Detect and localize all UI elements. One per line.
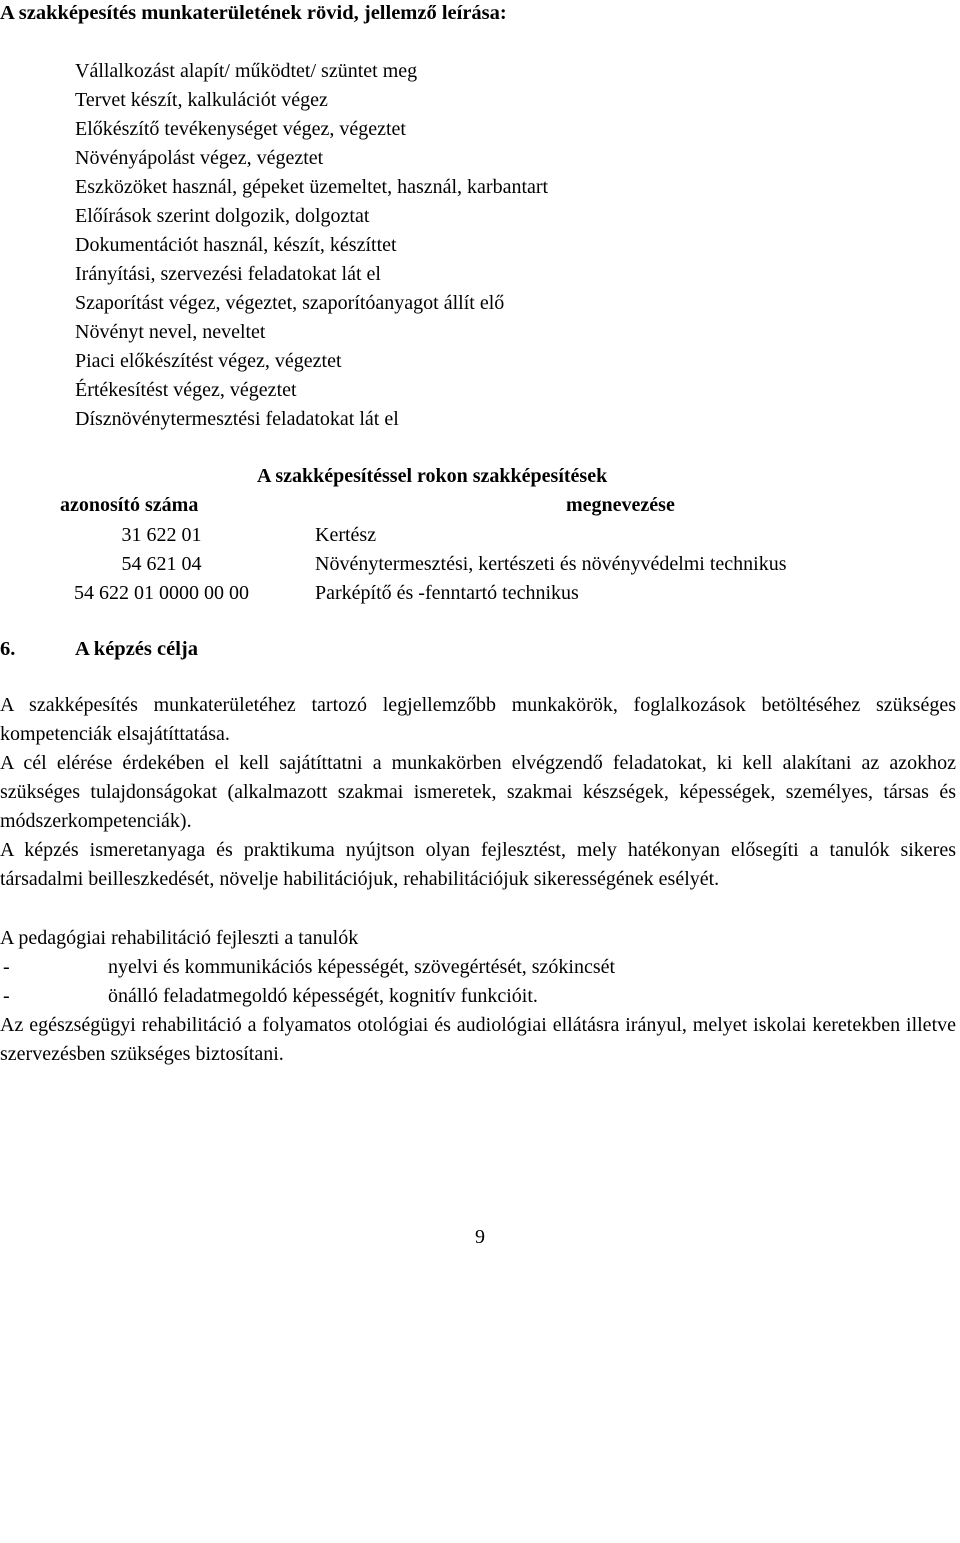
task-item: Dísznövénytermesztési feladatokat lát el — [75, 408, 399, 430]
task-item: Vállalkozást alapít/ működtet/ szüntet meg — [75, 60, 418, 82]
task-item: Előkészítő tevékenységet végez, végeztet — [75, 118, 406, 140]
section-title: A képzés célja — [75, 638, 198, 660]
page-number: 9 — [475, 1226, 485, 1248]
dash-marker: - — [3, 985, 10, 1007]
paragraph-knowledge: A képzés ismeretanyaga és praktikuma nyújtson olyan fejlesztést, mely hatékonyan elősegíti a tanulók sikeres társadalmi beilleszkedését, növelje habilitációjuk, rehabilitációjuk sikerességének esélyét. — [0, 839, 956, 890]
related-title-text: A szakképesítéssel rokon szakképesítések — [257, 465, 608, 487]
paragraph-pedagogical: A pedagógiai rehabilitáció fejleszti a tanulók — [0, 927, 359, 949]
table-row — [0, 521, 960, 550]
task-item: Előírások szerint dolgozik, dolgoztat — [75, 205, 370, 227]
section-number: 6. — [0, 638, 16, 660]
task-item: Eszközöket használ, gépeket üzemeltet, használ, karbantart — [75, 176, 549, 198]
task-item: Szaporítást végez, végeztet, szaporítóanyagot állít elő — [75, 292, 505, 314]
section-6-heading — [0, 638, 198, 661]
task-item: Tervet készít, kalkulációt végez — [75, 89, 328, 111]
qualification-name: Növénytermesztési, kertészeti és növényvédelmi technikus — [315, 553, 787, 575]
qualification-id: 54 621 04 — [121, 553, 202, 575]
list-item-text: nyelvi és kommunikációs képességét, szövegértését, szókincsét — [108, 956, 616, 978]
paragraph-goal: A szakképesítés munkaterületéhez tartozó legjellemzőbb munkakörök, foglalkozások betöltéséhez szükséges kompetenciák elsajátíttatása. — [0, 694, 956, 745]
paragraph-objective: A cél elérése érdekében el kell sajátíttatni a munkakörben elvégzendő feladatokat, ki kell alakítani az azokhoz szükséges tulajdonságokat (alkalmazott szakmai ismeretek, szakmai készségek, képességek, személyes, társas és módszerkompetenciák). — [0, 752, 956, 832]
qualification-name: Parképítő és -fenntartó technikus — [315, 582, 579, 604]
dash-marker: - — [3, 956, 10, 978]
task-item: Piaci előkészítést végez, végeztet — [75, 350, 342, 372]
qualification-id: 31 622 01 — [121, 524, 202, 546]
table-row — [0, 550, 960, 579]
column-header-id: azonosító száma — [60, 494, 199, 516]
task-item: Dokumentációt használ, készít, készíttet — [75, 234, 397, 256]
paragraph-health: Az egészségügyi rehabilitáció a folyamatos otológiai és audiológiai ellátásra irányul, melyet iskolai keretekben illetve szervezésben szükséges biztosítani. — [0, 1014, 956, 1065]
task-item: Értékesítést végez, végeztet — [75, 379, 297, 401]
task-list — [75, 57, 548, 434]
task-item: Növényt nevel, neveltet — [75, 321, 266, 343]
column-header-name: megnevezése — [566, 494, 675, 516]
task-item: Irányítási, szervezési feladatokat lát el — [75, 263, 381, 285]
list-item — [0, 953, 956, 982]
section-heading: A szakképesítés munkaterületének rövid, jellemző leírása: — [0, 2, 507, 24]
qualification-name: Kertész — [315, 524, 377, 546]
table-row — [0, 579, 960, 608]
task-item: Növényápolást végez, végeztet — [75, 147, 324, 169]
list-item — [0, 982, 956, 1011]
list-item-text: önálló feladatmegoldó képességét, kognitív funkcióit. — [108, 985, 538, 1007]
qualification-id: 54 622 01 0000 00 00 — [74, 582, 249, 604]
